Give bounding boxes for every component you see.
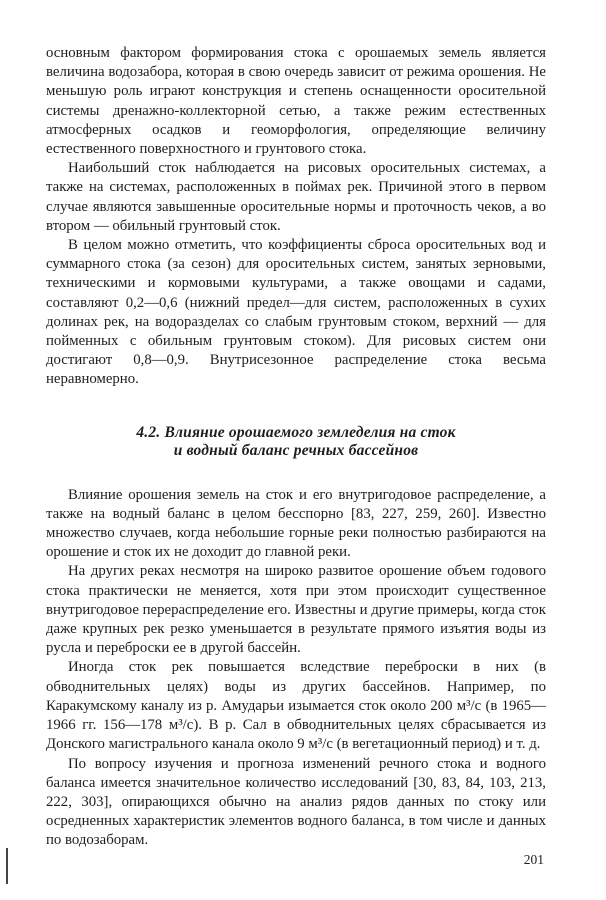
margin-mark <box>6 848 8 884</box>
section-heading-line-2: и водный баланс речных бассейнов <box>173 441 419 459</box>
paragraph-flow-increase: Иногда сток рек повышается вследствие переброски в них (в обводнительных целях) воды из других бассейнов. Например, по Каракумскому каналу из р. Амударьи изымается сток около 200 м³/с (в 1965—1966 гг. 156—178 м³/с). В р. Сал в обводнительных целях сбрасывается из Донского магистрального канала около 9 м³/с (в вегетационный период) и т. д. <box>46 659 546 753</box>
paragraph-other-rivers: На других реках несмотря на широко развитое орошение объем годового стока практически не меняется, хотя при этом происходит существенное внутригодовое перераспределение его. Известны и другие примеры, когда сток даже крупных рек резко уменьшается в результате прямого изъятия воды из русла и переброски ее в другой бассейн. <box>46 563 546 657</box>
page-number: 201 <box>523 852 544 867</box>
paragraph-rice-systems: Наибольший сток наблюдается на рисовых оросительных системах, а также на системах, расположенных в поймах рек. Причиной этого в первом случае являются завышенные оросительные нормы и проточность чеков, а во втором — обильный грунтовый сток. <box>46 160 546 234</box>
paragraph-irrigation-influence: Влияние орошения земель на сток и его внутригодовое распределение, а также на водный баланс в целом бесспорно [83, 227, 259, 260]. Известно множество случаев, когда небольшие горные реки полностью разбираются на орошение и сток их не доходит до главной реки. <box>46 486 546 561</box>
page-content <box>46 44 546 851</box>
paragraph-discharge-coefficients: В целом можно отметить, что коэффициенты сброса оросительных вод и суммарного стока (за сезон) для оросительных систем, занятых зерновыми, техническими и кормовыми культурами, а также овощами и садами, составляют 0,2—0,6 (нижний предел—для систем, расположенных в сухих долинах рек, на водоразделах со слабым грунтовым стоком, верхний — для пойменных с обильным грунтовым стоком). Для рисовых систем они достигают 0,8—0,9. Внутрисезонное распределение стока весьма неравномерно. <box>46 237 546 388</box>
section-heading <box>46 424 546 460</box>
section-heading-line-1: 4.2. Влияние орошаемого земледелия на сток <box>136 423 456 441</box>
paragraph-continuation: основным фактором формирования стока с орошаемых земель является величина водозабора, которая в свою очередь зависит от режима орошения. Не меньшую роль играют конструкция и степень оснащенности оросительной системы дренажно-коллекторной сетью, а также режим естественных атмосферных осадков и геоморфология, определяющие величину естественного поверхностного и грунтового стока. <box>46 45 546 158</box>
paragraph-research: По вопросу изучения и прогноза изменений речного стока и водного баланса имеется значительное количество исследований [30, 83, 84, 103, 213, 222, 303], опирающихся обычно на анализ рядов данных по стоку или осредненных характеристик элементов водного баланса, в том числе и данных по водозаборам. <box>46 755 546 849</box>
